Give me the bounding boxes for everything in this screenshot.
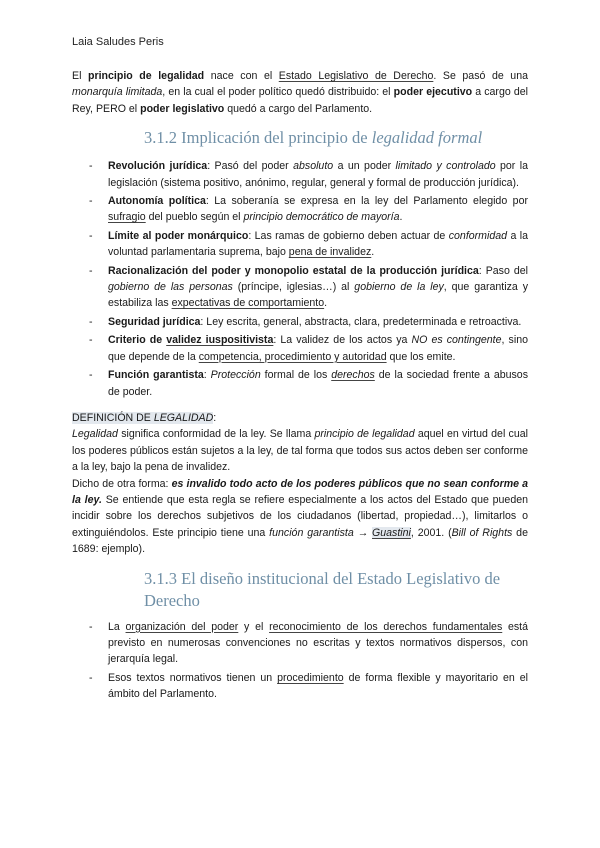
text: La (108, 620, 126, 633)
definition-paragraph (72, 426, 528, 475)
text: : La soberanía se expresa en la ley del Parlamento elegido por (205, 195, 528, 208)
list-item (72, 263, 528, 312)
text: nace con el (204, 70, 279, 82)
bold-text: poder legislativo (140, 102, 225, 115)
list-item (72, 332, 528, 365)
text: quedó a cargo del Parlamento. (224, 102, 373, 115)
bold-text: Autonomía política (108, 195, 206, 208)
text: , que garantiza y estabiliza las (108, 281, 528, 310)
list-item (72, 228, 528, 261)
text: formal de los (260, 369, 332, 382)
text: a la voluntad parlamentaria suprema, bajo (108, 229, 528, 259)
italic-text: monarquía limitada (72, 86, 163, 99)
highlighted-citation: Guastini (372, 526, 411, 539)
underlined-text: pena de invalidez (288, 246, 372, 259)
text: . (399, 211, 403, 224)
text: aquel en virtud del cual los poderes públicos están sujetos a la ley, de tal forma que todos sus actos deben ser conforme a la ley, bajo la pena de invalidez. (72, 428, 528, 474)
text: que los emite. (386, 350, 456, 363)
text: . (371, 246, 375, 259)
text: de forma flexible y mayoritario en el ámbito del Parlamento. (108, 671, 528, 701)
section-heading-3-1-2 (144, 127, 528, 149)
definition-paragraph-2 (72, 476, 528, 558)
italic-text: principio de legalidad (314, 428, 415, 441)
heading-italic-text: legalidad formal (371, 128, 483, 148)
text: El (72, 70, 88, 82)
text: . (324, 297, 328, 310)
italic-text: función garantista (269, 526, 354, 539)
text: . Se pasó de una (433, 70, 528, 82)
text: DEFINICIÓN DE (72, 411, 154, 424)
list-item (72, 367, 528, 400)
underlined-text: reconocimiento de los derechos fundamentales (269, 620, 503, 633)
underlined-text: competencia, procedimiento y autoridad (198, 350, 387, 363)
heading-text: 3.1.2 Implicación del principio de (144, 128, 372, 148)
text: de 1689: ejemplo). (72, 526, 528, 556)
underlined-text: organización del poder (125, 620, 239, 633)
text: : Ley escrita, general, abstracta, clara, predeterminada e retroactiva. (200, 315, 522, 328)
italic-text: LEGALIDAD (153, 411, 214, 424)
italic-text: Bill of Rights (451, 526, 513, 539)
text: : (213, 411, 217, 424)
text: → (353, 526, 373, 539)
text: a un poder (333, 160, 396, 173)
text: significa conformidad de la ley. Se llama (117, 428, 315, 441)
text: : Las ramas de gobierno deben actuar de (248, 229, 449, 242)
text: está previsto en numerosas convenciones no escritas y textos normativos dispersos, con jerarquía legal. (108, 620, 529, 666)
text: Se entiende que esta regla se refiere especialmente a los actos del Estado que pueden incidir sobre los derechos subjetivos de los ciudadanos (libertad, propiedad…), limitarlos o extinguiéndolos. Este principio tiene una (72, 493, 528, 539)
text: (príncipe, iglesias…) al (232, 281, 355, 294)
italic-text: gobierno de las personas (108, 281, 233, 294)
text: : Paso del (478, 264, 528, 277)
text: : La validez de los actos ya (273, 334, 412, 347)
bold-text: Seguridad jurídica (108, 315, 201, 328)
text: : (203, 369, 211, 382)
bold-underlined-text: validez iuspositivista (166, 334, 274, 347)
implications-list (72, 158, 528, 400)
highlighted-heading (72, 412, 213, 424)
text: Dicho de otra forma: (72, 477, 172, 490)
institutional-design-list (72, 619, 528, 703)
text: Esos textos normativos tienen un (108, 671, 278, 684)
underlined-italic-text: derechos (331, 369, 375, 382)
italic-text: conformidad (448, 229, 508, 242)
intro-paragraph (72, 68, 528, 117)
text: del pueblo según el (145, 211, 244, 224)
italic-text: Protección (210, 369, 261, 382)
underlined-text: expectativas de comportamiento (171, 297, 325, 310)
text: de la sociedad frente a abusos de poder. (108, 369, 528, 398)
bold-text: Criterio de (108, 334, 167, 347)
text: por la legislación (sistema positivo, anónimo, regular, general y formal de producción jurídica). (108, 160, 528, 189)
list-item (72, 193, 528, 226)
bold-text: poder ejecutivo (393, 86, 473, 99)
author-header: Laia Saludes Peris (72, 36, 164, 48)
bold-italic-text: es invalido todo acto de los poderes públicos que no sean conforme a la ley. (72, 477, 529, 506)
page-content (72, 68, 528, 705)
text: y el (238, 620, 270, 633)
section-heading-3-1-3: 3.1.3 El diseño institucional del Estado Legislativo de Derecho (144, 568, 501, 610)
list-item (72, 670, 528, 703)
bold-text: Racionalización del poder y monopolio estatal de la producción jurídica (108, 264, 479, 277)
bold-text: principio de legalidad (88, 70, 205, 82)
italic-text: principio democrático de mayoría (243, 211, 400, 224)
text: a cargo del Rey, PERO el (72, 86, 528, 115)
underlined-text: sufragio (108, 211, 146, 224)
list-item (72, 314, 528, 330)
underlined-text: Estado Legislativo de Derecho (278, 70, 434, 82)
bold-text: Límite al poder monárquico (108, 229, 249, 242)
text: , sino que depende de la (108, 334, 528, 363)
underlined-text: procedimiento (277, 671, 344, 684)
bold-text: Revolución jurídica (108, 160, 208, 173)
text: : Pasó del poder (207, 160, 294, 173)
bold-text: Función garantista (108, 369, 204, 382)
text: , 2001. ( (410, 526, 452, 539)
italic-text: Legalidad (72, 428, 118, 441)
italic-text: gobierno de la ley (354, 281, 444, 294)
italic-text: absoluto (293, 160, 334, 173)
list-item (72, 619, 528, 668)
italic-text: limitado y controlado (395, 160, 496, 173)
italic-text: NO es contingente (411, 334, 502, 347)
list-item (72, 158, 528, 191)
text: , en la cual el poder político quedó distribuido: el (162, 86, 394, 99)
definition-heading (72, 410, 528, 426)
